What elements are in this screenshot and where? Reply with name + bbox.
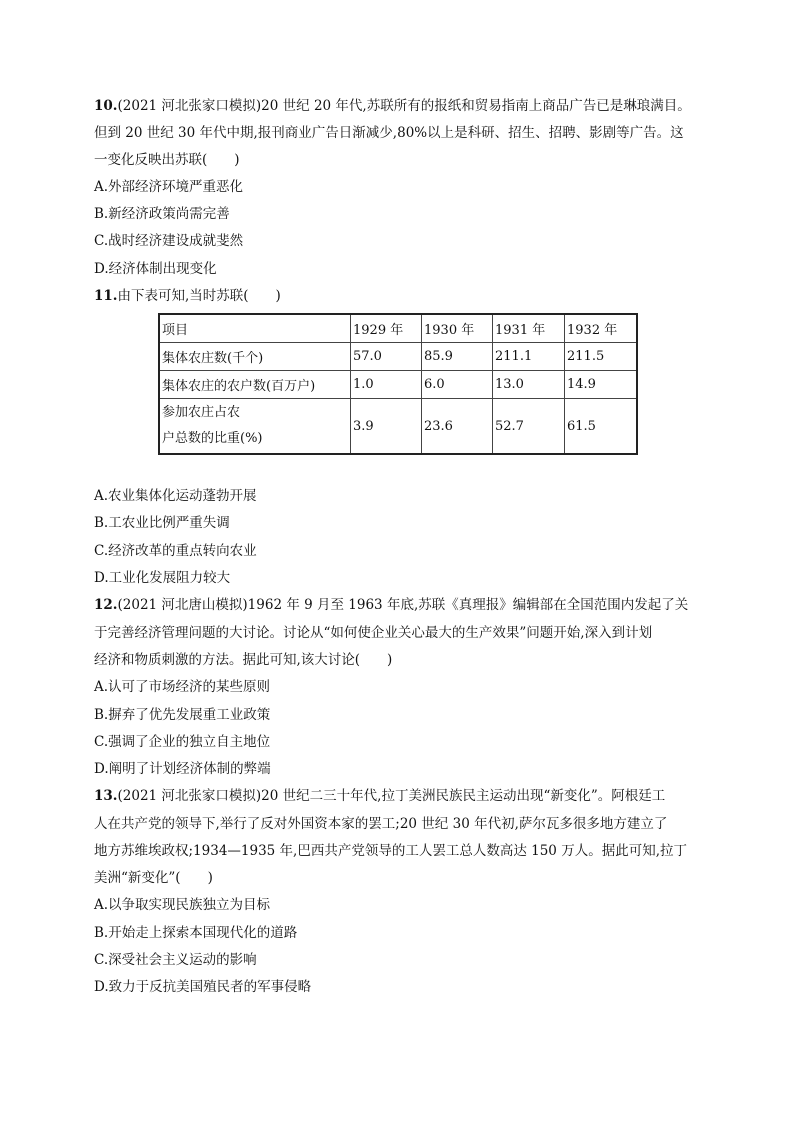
table-cell: 85.9	[422, 343, 493, 371]
table-row	[159, 343, 637, 371]
q12-number: 12.	[94, 597, 118, 613]
q13-number: 13.	[94, 788, 118, 804]
table-cell: 3.9	[351, 399, 422, 455]
table-cell: 1.0	[351, 371, 422, 399]
q13-option-c: C.深受社会主义运动的影响	[94, 952, 257, 968]
q12-option-b: B.摒弃了优先发展重工业政策	[94, 707, 271, 723]
q11-option-c: C.经济改革的重点转向农业	[94, 543, 257, 559]
table-cell: 集体农庄数(千个)	[159, 343, 351, 371]
table-cell-line-1: 参加农庄占农	[162, 405, 241, 420]
q11-option-a: A.农业集体化运动蓬勃开展	[94, 488, 257, 504]
q10-stem-line-3: 一变化反映出苏联( )	[94, 152, 240, 168]
q11-stem	[94, 287, 281, 305]
q12-stem-line-2: 于完善经济管理问题的大讨论。讨论从“如何使企业关心最大的生产效果”问题开始,深入到计划	[94, 625, 653, 641]
table-cell: 6.0	[422, 371, 493, 399]
table-cell: 211.1	[493, 343, 565, 371]
table-header-cell: 1930 年	[422, 314, 493, 343]
q11-stem-text: 由下表可知,当时苏联( )	[117, 288, 281, 304]
table-cell: 13.0	[493, 371, 565, 399]
table-header-cell: 1931 年	[493, 314, 565, 343]
table-header-cell: 项目	[159, 314, 351, 343]
table-cell: 52.7	[493, 399, 565, 455]
q10-stem-text-1: (2021 河北张家口模拟)20 世纪 20 年代,苏联所有的报纸和贸易指南上商品广告已是琳琅满目。	[117, 98, 691, 114]
q13-option-d: D.致力于反抗美国殖民者的军事侵略	[94, 979, 312, 995]
table-header-row	[159, 314, 637, 343]
table-cell: 集体农庄的农户数(百万户)	[159, 371, 351, 399]
q10-option-c: C.战时经济建设成就斐然	[94, 233, 244, 249]
q13-stem-line-1	[94, 787, 665, 805]
table-cell: 211.5	[565, 343, 638, 371]
q13-option-a: A.以争取实现民族独立为目标	[94, 897, 271, 913]
q10-option-b: B.新经济政策尚需完善	[94, 206, 230, 222]
table-header-cell: 1932 年	[565, 314, 638, 343]
q10-option-d: D.经济体制出现变化	[94, 261, 217, 277]
table-header-cell: 1929 年	[351, 314, 422, 343]
q13-stem-line-2: 人在共产党的领导下,举行了反对外国资本家的罢工;20 世纪 30 年代初,萨尔瓦多很多地方建立了	[94, 816, 668, 832]
table-cell: 57.0	[351, 343, 422, 371]
q10-stem-line-1	[94, 97, 691, 115]
q13-stem-text-1: (2021 河北张家口模拟)20 世纪二三十年代,拉丁美洲民族民主运动出现“新变化”。阿根廷工	[117, 788, 666, 804]
table-cell	[159, 399, 351, 455]
table-cell: 14.9	[565, 371, 638, 399]
q13-stem-line-3: 地方苏维埃政权;1934—1935 年,巴西共产党领导的工人罢工总人数高达 150 万人。据此可知,拉丁	[94, 843, 687, 859]
table-cell-line-2: 户总数的比重(%)	[162, 431, 263, 446]
collective-farm-table	[158, 313, 638, 455]
q13-option-b: B.开始走上探索本国现代化的道路	[94, 925, 298, 941]
q12-stem-line-1	[94, 596, 688, 614]
q11-number: 11.	[94, 288, 118, 304]
table-cell: 61.5	[565, 399, 638, 455]
q11-option-d: D.工业化发展阻力较大	[94, 570, 231, 586]
q12-option-d: D.阐明了计划经济体制的弊端	[94, 761, 271, 777]
q12-stem-text-1: (2021 河北唐山模拟)1962 年 9 月至 1963 年底,苏联《真理报》编辑部在全国范围内发起了关	[117, 597, 689, 613]
q10-option-a: A.外部经济环境严重恶化	[94, 179, 244, 195]
q11-option-b: B.工农业比例严重失调	[94, 515, 230, 531]
q12-option-c: C.强调了企业的独立自主地位	[94, 734, 271, 750]
table-cell: 23.6	[422, 399, 493, 455]
q12-stem-line-3: 经济和物质刺激的方法。据此可知,该大讨论( )	[94, 652, 393, 668]
q13-stem-line-4: 美洲“新变化”( )	[94, 870, 213, 886]
q12-option-a: A.认可了市场经济的某些原则	[94, 679, 271, 695]
table-row	[159, 399, 637, 455]
q10-number: 10.	[94, 98, 118, 114]
table-row	[159, 371, 637, 399]
q10-stem-line-2: 但到 20 世纪 30 年代中期,报刊商业广告日渐减少,80%以上是科研、招生、招聘、影剧等广告。这	[94, 125, 684, 141]
